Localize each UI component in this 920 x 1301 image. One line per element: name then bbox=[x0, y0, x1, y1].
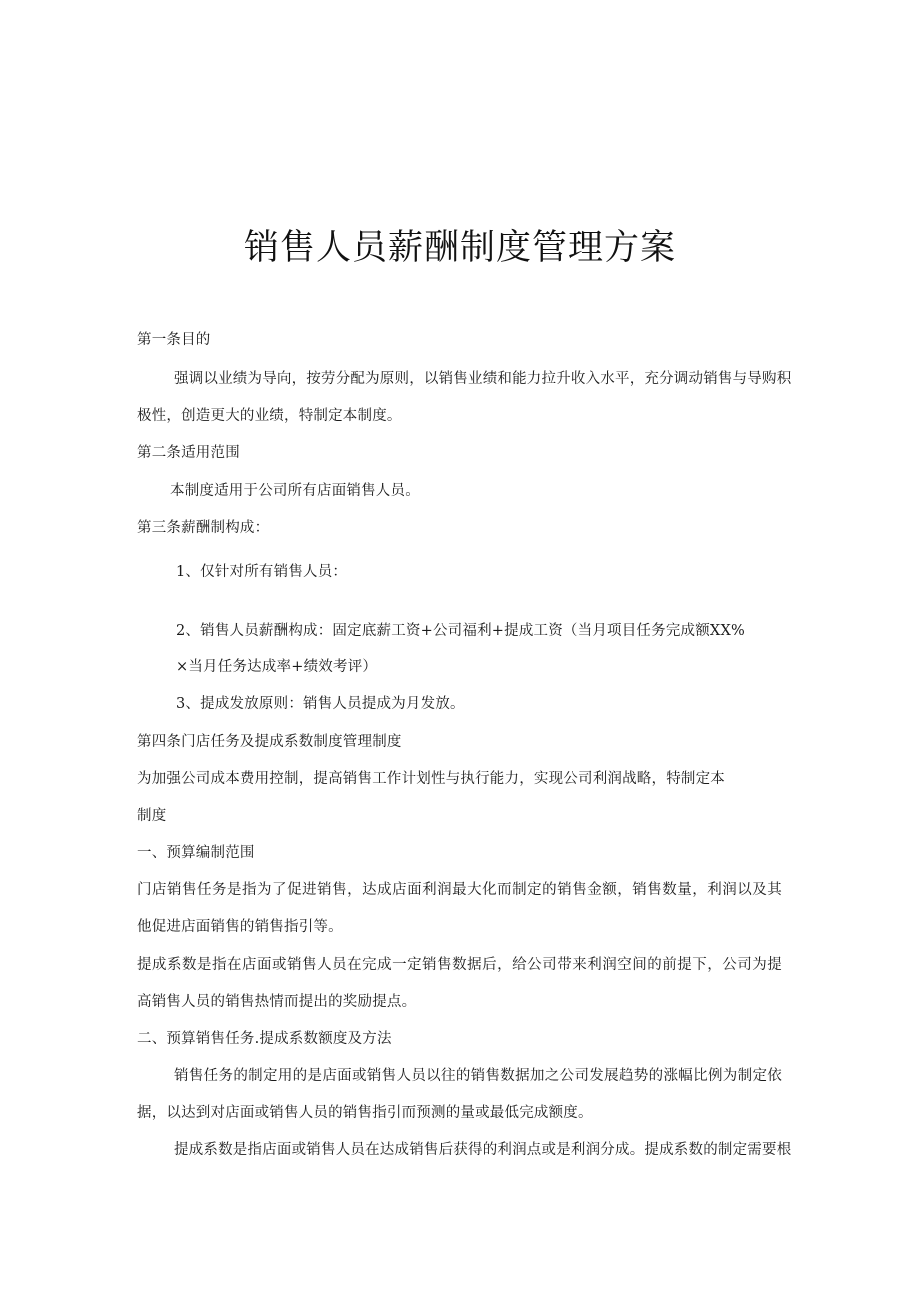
article-4-heading: 第四条门店任务及提成系数制度管理制度 bbox=[137, 734, 402, 750]
section-2-paragraph-2-line-1: 提成系数是指店面或销售人员在达成销售后获得的利润点或是利润分成。提成系数的制定需要根 bbox=[174, 1142, 792, 1158]
article-3-item-2-line-2: ×当月任务达成率+绩效考评） bbox=[176, 659, 378, 675]
article-2-paragraph-line-1: 本制度适用于公司所有店面销售人员。 bbox=[170, 483, 420, 499]
article-3-item-1: 1、仅针对所有销售人员： bbox=[176, 564, 348, 580]
section-1-paragraph-1-line-1: 门店销售任务是指为了促进销售，达成店面利润最大化而制定的销售金额，销售数量，利润以及其 bbox=[137, 882, 782, 898]
article-3-item-3: 3、提成发放原则：销售人员提成为月发放。 bbox=[176, 696, 465, 712]
article-3-heading: 第三条薪酬制构成： bbox=[137, 520, 270, 536]
section-2-paragraph-1-line-1: 销售任务的制定用的是店面或销售人员以往的销售数据加之公司发展趋势的涨幅比例为制定依 bbox=[174, 1068, 782, 1084]
article-4-intro-line-1: 为加强公司成本费用控制，提高销售工作计划性与执行能力，实现公司利润战略，特制定本 bbox=[137, 771, 725, 787]
section-1-paragraph-2-line-1: 提成系数是指在店面或销售人员在完成一定销售数据后，给公司带来利润空间的前提下，公司为提 bbox=[137, 957, 782, 973]
article-1-paragraph-line-1: 强调以业绩为导向，按劳分配为原则，以销售业绩和能力拉升收入水平，充分调动销售与导购积 bbox=[174, 371, 792, 387]
article-3-item-2-line-1: 2、销售人员薪酬构成：固定底薪工资+公司福利+提成工资（当月项目任务完成额XX% bbox=[176, 623, 745, 639]
section-1-paragraph-1-line-2: 他促进店面销售的销售指引等。 bbox=[137, 919, 343, 935]
article-2-heading: 第二条适用范围 bbox=[137, 445, 240, 461]
document-title: 销售人员薪酬制度管理方案 bbox=[243, 228, 676, 268]
section-1-heading: 一、预算编制范围 bbox=[137, 845, 255, 861]
section-1-paragraph-2-line-2: 高销售人员的销售热情而提出的奖励提点。 bbox=[137, 994, 417, 1010]
article-4-intro-line-2: 制度 bbox=[137, 808, 167, 824]
section-2-heading: 二、预算销售任务.提成系数额度及方法 bbox=[137, 1031, 392, 1047]
article-1-heading: 第一条目的 bbox=[137, 332, 211, 348]
article-1-paragraph-line-2: 极性，创造更大的业绩，特制定本制度。 bbox=[137, 408, 402, 424]
section-2-paragraph-1-line-2: 据，以达到对店面或销售人员的销售指引而预测的量或最低完成额度。 bbox=[137, 1105, 593, 1121]
